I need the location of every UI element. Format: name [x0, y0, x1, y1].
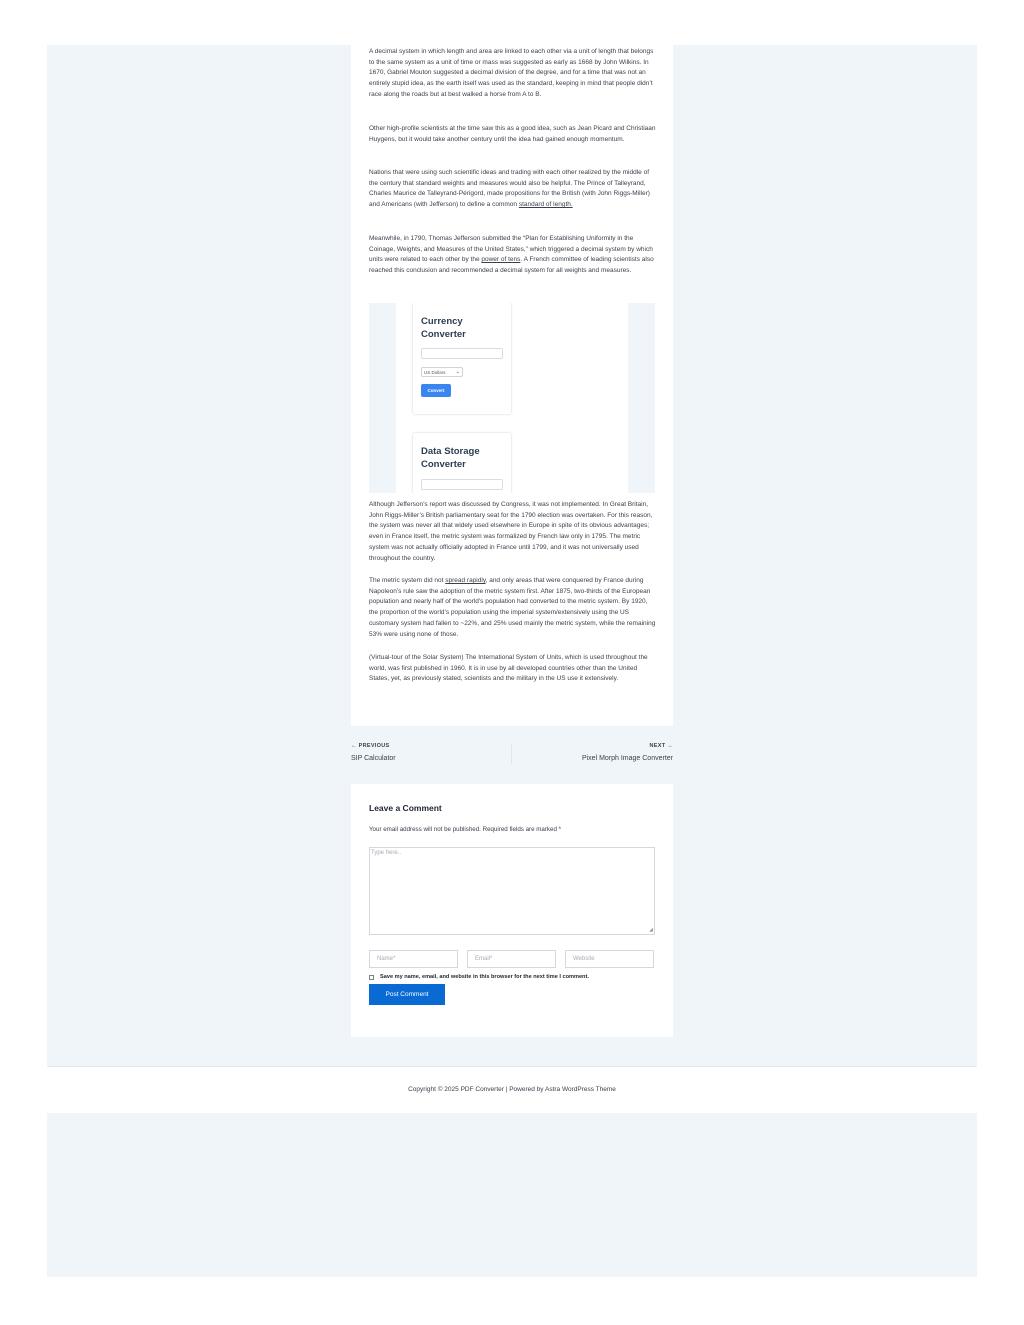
email-field[interactable]: Email* [467, 950, 556, 968]
currency-amount-input[interactable] [421, 348, 503, 359]
data-storage-converter-title: Data Storage Converter [421, 446, 480, 470]
comment-form-note: Your email address will not be published. Required fields are marked * [369, 826, 562, 833]
currency-select[interactable] [421, 367, 463, 377]
name-field[interactable]: Name* [369, 950, 458, 968]
article-paragraph-7: (Virtual-tour of the Solar System) The International System of Units, which is used throughout the world, was first published in 1960. It is in use by all developed countries other than the United States, yet, as previously stated, scientists and the military in the US use it extensively. [369, 654, 648, 683]
article-paragraph-6-text-b: , and only areas that were conquered by France during Napoleon’s rule saw the adoption of the metric system first. After 1875, two-thirds of the European population and nearly half of the world’s population had converted to the metric system. By 1920, the proportion of the world’s population using the imperial system/extensively using the US customary system had fallen to ~22%, and 25% used mainly the metric system, while the remaining 53% were using none of those. [369, 577, 656, 638]
article-paragraph-3-text: Nations that were using such scientific ideas and trading with each other realized by the middle of the century that standard weights and measures would also be helpful. The Prince of Talleyrand, Charles Maurice de Talleyrand-Périgord, made propositions for the British (with John Riggs-Miller) and Americans (with Jefferson) to define a common [369, 169, 650, 209]
article-body [351, 45, 673, 726]
article-paragraph-2: Other high-profile scientists at the time saw this as a good idea, such as Jean Picard and Christiaan Huygens, but it would take another century until the idea had gained enough momentum. [369, 125, 656, 143]
article-paragraph-4-text-b: . A French committee of leading scientists also reached this conclusion and recommended a decimal system for all weights and measures. [369, 256, 654, 275]
post-navigation [351, 738, 673, 768]
next-post-link[interactable]: Pixel Morph Image Converter [581, 755, 673, 762]
article-paragraph-6-text-a: The metric system did not [369, 577, 446, 584]
converter-embed [369, 303, 655, 493]
currency-select-value: US Dollars [424, 370, 446, 375]
website-field[interactable]: Website [565, 950, 654, 968]
data-storage-converter-card [413, 433, 511, 493]
standard-of-length-link[interactable]: standard of length. [518, 201, 573, 209]
previous-post-label[interactable]: ← PREVIOUS [351, 743, 390, 749]
article-paragraph-3 [369, 168, 657, 211]
convert-button[interactable]: Convert [421, 384, 451, 397]
comment-textarea-placeholder: Type here.. [371, 850, 402, 856]
spread-rapidly-link[interactable]: spread rapidly [445, 577, 486, 584]
post-nav-divider [511, 744, 512, 764]
footer-copyright: Copyright © 2025 PDF Converter | Powered by Astra WordPress Theme [408, 1086, 616, 1093]
comment-textarea[interactable] [369, 847, 655, 935]
article-paragraph-6 [369, 576, 657, 640]
comment-form-title: Leave a Comment [369, 803, 442, 813]
converter-embed-inner [396, 303, 628, 493]
article-paragraph-1: A decimal system in which length and area are linked to each other via a unit of length that belongs to the same system as a unit of time or mass was suggested as early as 1668 by John Wilkins. In 1670, Gabriel Mouton suggested a decimal division of the degree, and for a time that was not an entirely stupid idea, as the earth itself was used as the standard, keeping in mind that people didn’t race along the roads but at best walked a horse from A to B. [369, 48, 654, 98]
article-paragraph-4-text-a: Meanwhile, in 1790, Thomas Jefferson submitted the “Plan for Establishing Uniformity in the Coinage, Weights, and Measures of the United States,” which triggered a decimal system by which units were related to each other by the [369, 235, 653, 264]
previous-post-link[interactable]: SIP Calculator [351, 755, 396, 762]
comment-form [351, 784, 673, 1037]
article-paragraph-4 [369, 234, 657, 277]
save-info-checkbox[interactable] [369, 975, 374, 980]
power-of-tens-link[interactable]: power of tens [481, 256, 521, 264]
article-paragraph-5: Although Jefferson’s report was discussed by Congress, it was not implemented. In Great Britain, John Riggs-Miller’s British parliamentary seat for the 1790 election was overtaken. For this reason, the system was never all that widely used elsewhere in Europe in spite of its obvious advantages; even in France itself, the metric system was formalized by French law only in 1795. The metric system was not actually officially adopted in France until 1799, and it was not universally used throughout the country. [369, 501, 653, 562]
resize-handle-icon[interactable]: ◢ [649, 927, 653, 933]
next-post-label[interactable]: NEXT → [649, 743, 673, 749]
chevron-down-icon: ⌄ [455, 369, 460, 375]
data-storage-amount-input[interactable] [421, 479, 503, 490]
site-footer [47, 1066, 977, 1113]
save-info-label: Save my name, email, and website in this browser for the next time I comment. [380, 974, 589, 980]
post-comment-button[interactable]: Post Comment [369, 984, 445, 1005]
currency-converter-title: Currency Converter [421, 316, 466, 340]
currency-converter-card [413, 303, 511, 414]
